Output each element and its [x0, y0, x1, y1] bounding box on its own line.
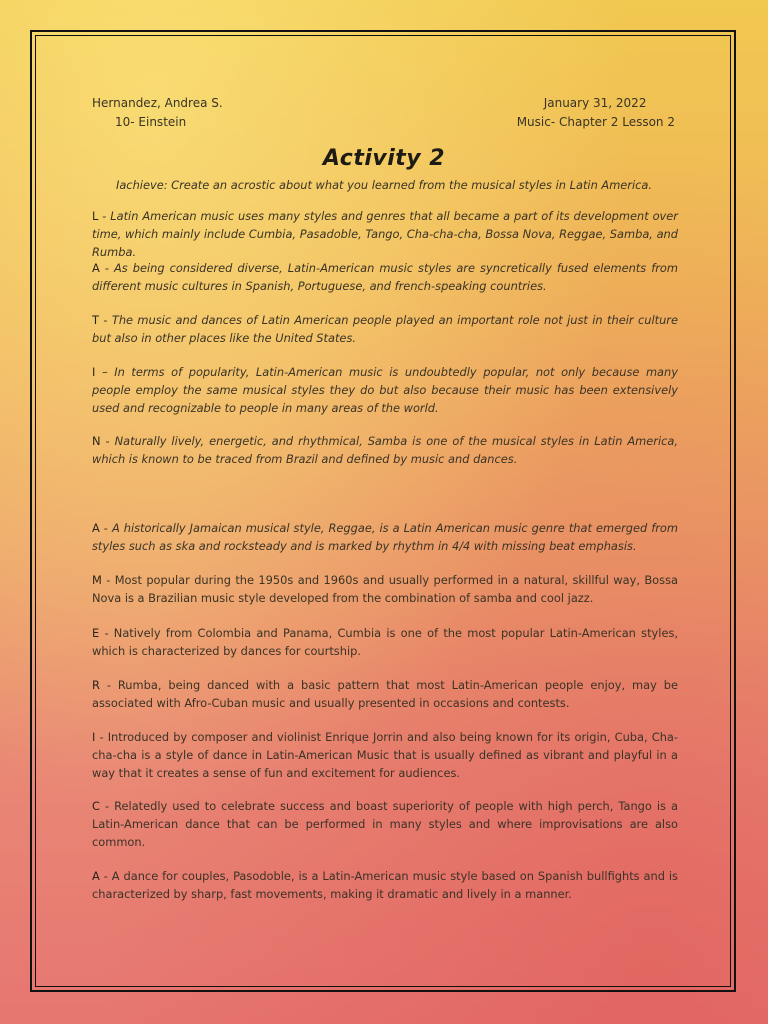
acrostic-separator: -	[99, 678, 118, 692]
acrostic-entry	[92, 867, 678, 903]
acrostic-separator: –	[95, 365, 115, 379]
acrostic-letter: I	[92, 365, 96, 379]
acrostic-entry	[92, 728, 678, 782]
acrostic-letter: A	[92, 261, 100, 275]
acrostic-text: Naturally lively, energetic, and rhythmical, Samba is one of the musical styles in Latin America, which is known to be traced from Brazil and defined by music and dances.	[92, 434, 678, 466]
acrostic-entry	[92, 676, 678, 712]
acrostic-separator: -	[99, 626, 114, 640]
student-section: 10- Einstein	[115, 115, 187, 129]
acrostic-letter: L	[92, 209, 99, 223]
acrostic-entry	[92, 571, 678, 607]
acrostic-letter: T	[92, 313, 99, 327]
assignment-info	[517, 94, 675, 132]
acrostic-text: Rumba, being danced with a basic pattern that most Latin-American people enjoy, may be associated with Afro-Cuban music and usually presented in occasions and contests.	[92, 678, 679, 710]
acrostic-text: Natively from Colombia and Panama, Cumbia is one of the most popular Latin-American styles, which is characterized by dances for courtship.	[92, 626, 679, 658]
acrostic-entry	[92, 624, 678, 660]
acrostic-letter: C	[92, 799, 100, 813]
acrostic-letter: I	[92, 730, 96, 744]
acrostic-entry	[92, 432, 678, 468]
acrostic-letter: A	[92, 521, 100, 535]
assignment-subject: Music- Chapter 2 Lesson 2	[516, 115, 675, 129]
acrostic-text: A historically Jamaican musical style, Reggae, is a Latin American music genre that emerged from styles such as ska and rocksteady and is marked by rhythm in 4/4 with missing beat emphasis.	[92, 521, 678, 553]
acrostic-text: As being considered diverse, Latin-American music styles are syncretically fused elements from different music cultures in Spanish, Portuguese, and french-speaking countries.	[92, 261, 678, 293]
student-info	[92, 94, 223, 132]
acrostic-separator: -	[101, 573, 115, 587]
acrostic-letter: N	[92, 434, 101, 448]
acrostic-text: Latin American music uses many styles and genres that all became a part of its development over time, which mainly include Cumbia, Pasadoble, Tango, Cha-cha-cha, Bossa Nova, Reggae, Samba, and Rumba.	[92, 209, 678, 259]
acrostic-separator: -	[99, 799, 115, 813]
acrostic-text: Most popular during the 1950s and 1960s and usually performed in a natural, skillful way, Bossa Nova is a Brazilian music style developed from the combination of samba and cool jazz.	[92, 573, 678, 605]
acrostic-entry	[92, 363, 678, 417]
acrostic-entry	[92, 311, 678, 347]
acrostic-separator: -	[99, 261, 114, 275]
acrostic-separator: -	[98, 313, 112, 327]
acrostic-entry	[92, 519, 678, 555]
acrostic-text: Relatedly used to celebrate success and boast superiority of people with high perch, Tango is a Latin-American dance that can be performed in many styles and where improvisations are also common.	[92, 799, 678, 849]
acrostic-letter: R	[92, 678, 100, 692]
acrostic-letter: A	[92, 869, 100, 883]
acrostic-letter: M	[92, 573, 102, 587]
acrostic-letter: E	[92, 626, 100, 640]
student-name: Hernandez, Andrea S.	[92, 96, 223, 110]
acrostic-separator: -	[99, 869, 112, 883]
acrostic-text: The music and dances of Latin American people played an important role not just in their culture but also in other places like the United States.	[92, 313, 678, 345]
acrostic-separator: -	[95, 730, 108, 744]
acrostic-separator: -	[99, 521, 112, 535]
objective: Iachieve: Create an acrostic about what you learned from the musical styles in Latin America.	[115, 178, 653, 192]
acrostic-separator: -	[98, 209, 111, 223]
assignment-date: January 31, 2022	[543, 96, 647, 110]
acrostic-separator: -	[100, 434, 115, 448]
acrostic-text: A dance for couples, Pasodoble, is a Latin-American music style based on Spanish bullfights and is characterized by sharp, fast movements, making it dramatic and lively in a manner.	[92, 869, 678, 901]
acrostic-entry	[92, 797, 678, 851]
page-title: Activity 2	[322, 146, 446, 171]
acrostic-text: In terms of popularity, Latin-American music is undoubtedly popular, not only because many people employ the same musical styles they do but also because their music has been extensively used and recognizable to people in many areas of the world.	[92, 365, 679, 415]
acrostic-entry	[92, 259, 678, 295]
acrostic-text: Introduced by composer and violinist Enrique Jorrin and also being known for its origin, Cuba, Cha-cha-cha is a style of dance in Latin-American Music that is usually defined as vibrant and playful in a way that it creates a sense of fun and excitement for audiences.	[92, 730, 678, 780]
acrostic-entry	[92, 207, 678, 261]
